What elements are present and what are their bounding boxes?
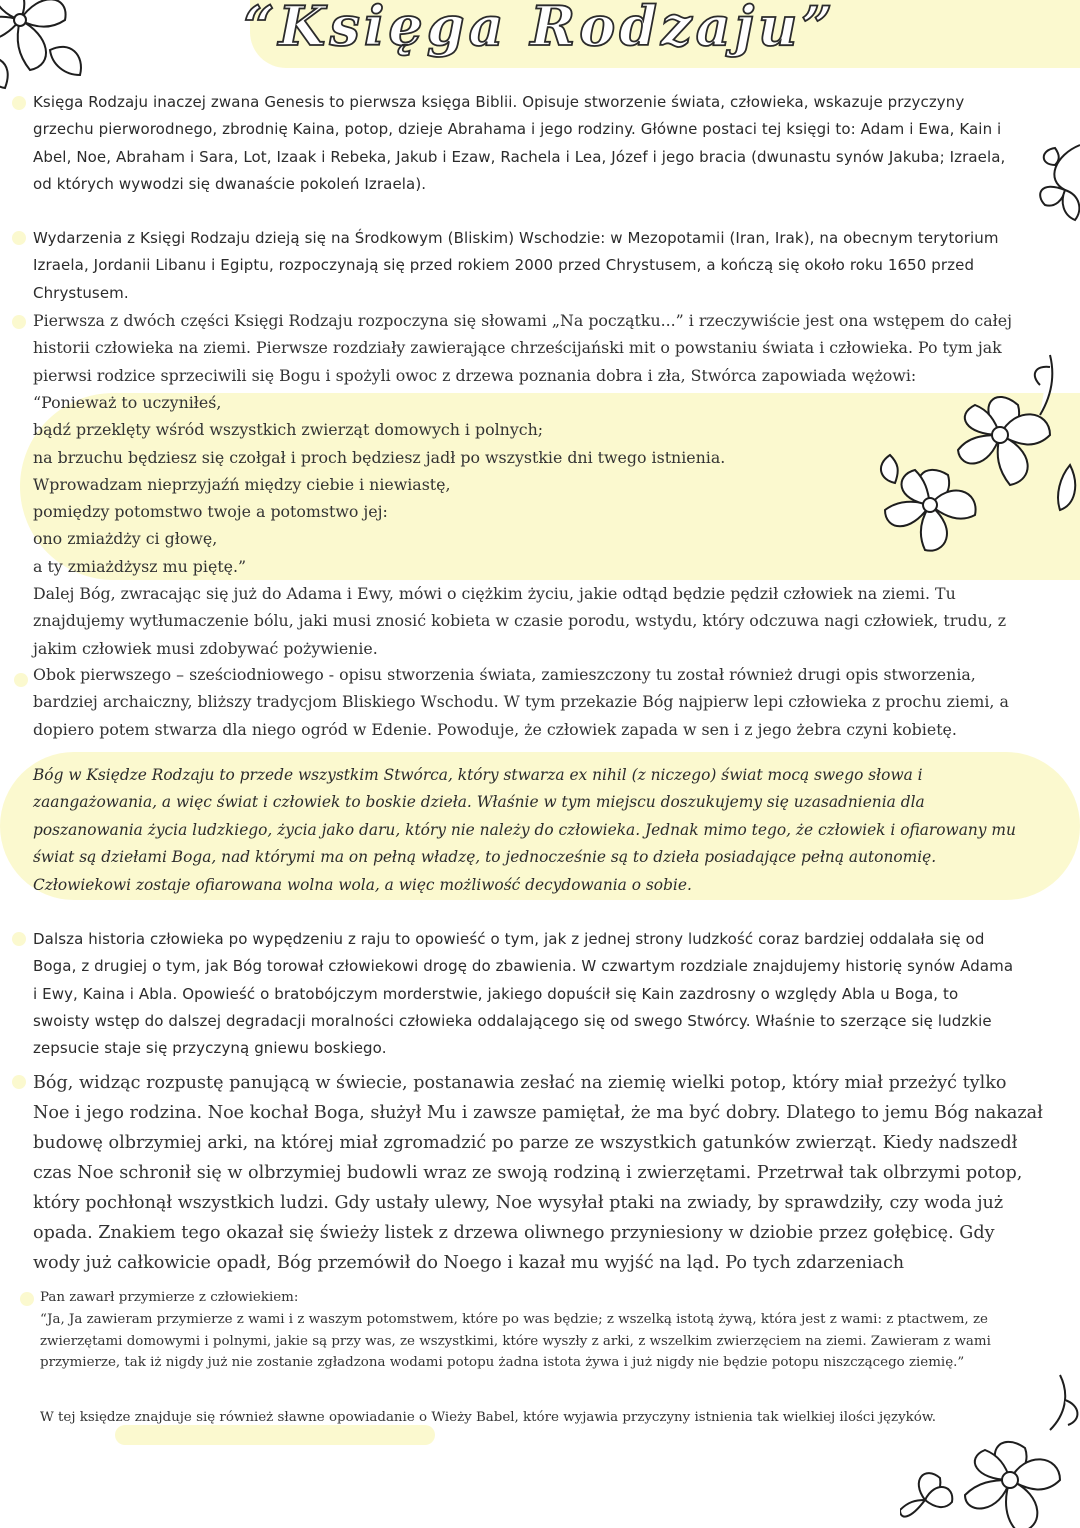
intro-paragraph: Księga Rodzaju inaczej zwana Genesis to pierwsza księga Biblii. Opisuje stworzenie świata, człowieka, wskazuje przyczyny grzechu pierworodnego, zbrodnię Kaina, potop, dzieje Abrahama i jego rodziny. Główne postaci tej księgi to: Adam i Ewa, Kain i Abel, Noe, Abraham i Sara, Lot, Izaak i Rebeka, Jakub i Ezaw, Rachela i Lea, Józef i jego bracia (dwunastu synów Jakuba; Izraela, od których wywodzi się dwanaście pokoleń Izraela). — [33, 93, 1006, 193]
bullet-dot — [12, 932, 26, 946]
bullet-dot — [20, 1292, 34, 1306]
flower-cluster-right-icon — [870, 345, 1080, 560]
quote-line: na brzuchu będziesz się czołgał i proch będziesz jadł po wszystkie dni twego istnienia. — [33, 447, 726, 467]
second-account-paragraph: Obok pierwszego – sześciodniowego - opisu stworzenia świata, zamieszczony tu został również drugi opis stworzenia, bardziej archaiczny, bliższy tradycjom Bliskiego Wschodu. W tym przekazie Bóg najpierw lepi człowieka z prochu ziemi, a dopiero potem stwarza dla niego ogród w Edenie. Powoduje, że człowiek zapada w sen i z jego żebra czyni kobietę. — [33, 665, 1009, 739]
babel-paragraph: W tej księdze znajduje się również sławne opowiadanie o Wieży Babel, które wyjawia przyczyny istnienia tak wielkiej ilości języków. — [40, 1410, 936, 1425]
covenant-quote: “Ja, Ja zawieram przymierze z wami i z waszym potomstwem, które po was będzie; z wszelką istotą żywą, która jest z wami: z ptactwem, ze zwierzętami domowymi i polnymi, jakie są przy was, ze wszystkimi, które wyszły z arki, z wszelkim zwierzęciem na ziemi. Zawieram z wami przymierze, tak iż nigdy już nie zostanie zgładzona wodami potopu żadna istota żywa i już nigdy nie będzie potopu niszczącego ziemię.” — [40, 1312, 991, 1370]
setting-paragraph: Wydarzenia z Księgi Rodzaju dzieją się na Środkowym (Bliskim) Wschodzie: w Mezopotamii (Iran, Irak), na obecnym terytorium Izraela, Jordanii Libanu i Egiptu, rozpoczynają się przed rokiem 2000 przed Chrystusem, a kończą się około roku 1650 przed Chrystusem. — [33, 229, 999, 302]
quote-line: bądź przeklęty wśród wszystkich zwierząt domowych i polnych; — [33, 420, 544, 440]
quote-line: “Ponieważ to uczyniłeś, — [33, 393, 222, 412]
page-title: “Księga Rodzaju” — [243, 0, 837, 58]
quote-line: Wprowadzam nieprzyjaźń między ciebie i niewiastę, — [33, 474, 451, 494]
leaf-right-icon — [1035, 140, 1080, 230]
bullet-dot — [12, 315, 26, 329]
bullet-dot — [12, 231, 26, 245]
quote-line: pomiędzy potomstwo twoje a potomstwo jej: — [33, 502, 388, 522]
flower-top-left-icon — [0, 0, 90, 90]
bullet-dot — [12, 96, 26, 110]
quote-line: ono zmiażdży ci głowę, — [33, 529, 218, 549]
flood-paragraph: Bóg, widząc rozpustę panującą w świecie, postanawia zesłać na ziemię wielki potop, który miał przeżyć tylko Noe i jego rodzina. Noe kochał Boga, służył Mu i zawsze pamiętał, że ma być dobry. Dlatego to jemu Bóg nakazał budowę olbrzymiej arki, na której miał zgromadzić po parze ze wszystkich gatunków zwierząt. Kiedy nadszedł czas Noe schronił się w olbrzymiej budowli wraz ze swoją rodziną i zwierzętami. Przetrwał tak olbrzymi potop, który pochłonął wszystkich ludzi. Gdy ustały ulewy, Noe wysyłał ptaki na zwiady, by sprawdziły, czy woda już opada. Znakiem tego okazał się świeży listek z drzewa oliwnego przyniesiony w dziobie przez gołębicę. Gdy wody już całkowicie opadł, Bóg przemówił do Noego i kazał mu wyjść na ląd. Po tych zdarzeniach — [33, 1073, 1043, 1273]
covenant-intro: Pan zawarł przymierze z człowiekiem: — [40, 1290, 299, 1305]
bullet-dot — [14, 673, 28, 687]
after-paradise-paragraph: Dalsza historia człowieka po wypędzeniu z raju to opowieść o tym, jak z jednej strony ludzkość coraz bardziej oddalała się od Boga, z drugiej o tym, jak Bóg torował człowiekowi drogę do zbawienia. W czwartym rozdziale znajdujemy historię synów Adama i Ewy, Kaina i Abla. Opowieść o bratobójczym morderstwie, jakiego dopuścił się Kain zazdrosny o względy Abla u Boga, to swoisty wstęp do dalszej degradacji moralności człowieka oddalającego się od swego Stwórcy. Właśnie to szerzące się ludzkie zepsucie staje się przyczyną gniewu boskiego. — [33, 930, 1014, 1058]
creator-paragraph: Bóg w Księdze Rodzaju to przede wszystkim Stwórca, który stwarza ex nihil (z niczego) świat mocą swego słowa i zaangażowania, a więc świat i człowiek to boskie dzieła. Właśnie w tym miejscu doszukujemy się uzasadnienia dla poszanowania życia ludzkiego, życia jako daru, który nie należy do człowieka. Jednak mimo tego, że człowiek i ofiarowany mu świat są dziełami Boga, nad którymi ma on pełną władzę, to jednocześnie są to dzieła posiadające pełną autonomię. Człowiekowi zostaje ofiarowana wolna wola, a więc możliwość decydowania o sobie. — [33, 766, 1016, 894]
bullet-dot — [12, 1075, 26, 1089]
flower-bottom-right-icon — [900, 1370, 1080, 1528]
adam-eve-paragraph: Dalej Bóg, zwracając się już do Adama i Ewy, mówi o ciężkim życiu, jakie odtąd będzie pędził człowiek na ziemi. Tu znajdujemy wytłumaczenie bólu, jaki musi znosić kobieta w czasie porodu, wstydu, który odczuwa nagi człowiek, trudu, z jakim człowiek musi zdobywać pożywienie. — [33, 584, 1007, 658]
first-part-paragraph: Pierwsza z dwóch części Księgi Rodzaju rozpoczyna się słowami „Na początku...” i rzeczywiście jest ona wstępem do całej historii człowieka na ziemi. Pierwsze rozdziały zawierające chrześcijański mit o powstaniu świata i człowieka. Po tym jak pierwsi rodzice sprzeciwili się Bogu i spożyli owoc z drzewa poznania dobra i zła, Stwórca zapowiada wężowi: — [33, 311, 1013, 385]
quote-line: a ty zmiażdżysz mu piętę.” — [33, 556, 247, 576]
